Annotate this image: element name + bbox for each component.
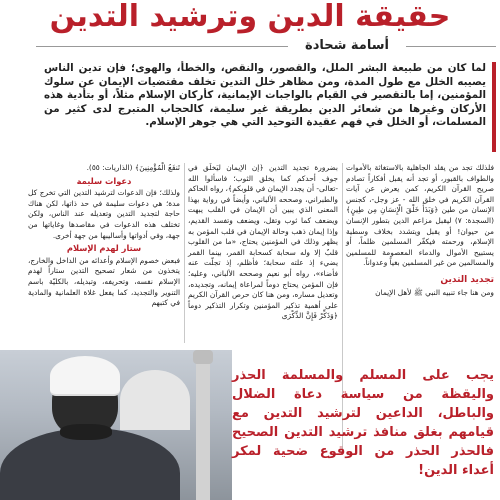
- body-text: تَنفَعُ الْمُؤْمِنِينَ﴾ (الذاريات: ٥٥).: [86, 163, 180, 172]
- minaret: [196, 350, 210, 500]
- body-text: ولذلك؛ فإن الدعوات لترشيد التدين التي تخرج كل مدة؛ هي دعوات سليمة في حد ذاتها، لكن هناك حاجة لتجديد التدين وتعديله عند الناس، ولكن تختلف هذه الدعوات في مقاصدها وغاياتها من جهة، وفي أدواتها وأساليبها من جهة أخرى.: [28, 188, 180, 240]
- body-text: بضرورة تجديد التدين ﴿إن الإيمان ليَخلَق في جوف أحدكم كما يخلق الثوب؛ فاسألوا الله -تعالى- أن يجدد الإيمان في قلوبكم﴾، رواه الحاكم والطبراني، وصححه الألباني، وأيضاً في رواية بهذا المعنى الذي يبين أن الإيمان في القلب يبهت ويضعف كما ثوب وتقل، ويضعف وتفسد القديم، وإذا إيمان ذهب وحالة الإيمان في قلب المؤمن به يظهر وذلك في المؤمنين يحتاج، «ما من القلوب قلبٌ إلا وله سحابة كسحابة القمر، بينما القمر يضيء إذ علته سحابة؛ فأظلم، إذ تجلّت عنه فأضاء»، رواه أبو نعيم وصححه الألباني، وعليه؛ فإن المؤمن يحتاج دوماً لمراعاة إيمانه، وتجديده، وتعديل مساره، ومن هنا كان حرص القرآن الكريم على أهمية تذكير المؤمنين وتكرار التذكير دوماً ﴿وَذَكِّرْ فَإِنَّ الذِّكْرَى: [188, 163, 338, 321]
- mosque-dome: [120, 370, 190, 430]
- prayer-cap: [50, 356, 120, 396]
- column-left: [28, 163, 180, 343]
- body-text: ومن هنا جاء تنبيه النبي ﷺ لأهل الإيمان: [375, 287, 494, 297]
- author-divider-right: [406, 46, 496, 47]
- pull-quote: يجب على المسلم والمسلمة الحذر واليقظة من سياسة دعاة الضلال والباطل، الداعين لترشيد التدين مع قيامهم بغلق منافذ ترشيد التدين الصحيح فالحذر الحذر من الوقوع ضحية لمكر أعداء الدين!: [232, 368, 494, 478]
- body-text: فلذلك تجد من يقلد الجاهلية بالاستغاثة بالأموات والطواف بالقبور، أو تجد أنه يقبل أفكاراً تصادم صريح القرآن الكريم، كمن يعرض عن آيات القرآن الكريم في خلق الله - عز وجل-، كجنس الإنسان من طين ﴿وَبَدَأَ خَلْقَ الْإِنسَانِ مِن طِينٍ﴾ (السجدة: ٧) ليقبل مزاعم الدين بتطور الإنسان من حيوان! أو يقبل ويتشدد بخلاف وسطية الإسلام، ورحمته فيكفّر المسلمين ظلماً، أو يستبيح الأموال والدماء المعصومة للمسلمين والمسالمين من غير المسلمين بغياً وعدواناً.: [346, 163, 494, 268]
- collar: [60, 424, 112, 440]
- section-heading: دعوات سليمة: [76, 175, 132, 186]
- author-divider-left: [36, 46, 288, 47]
- column-divider: [184, 163, 185, 343]
- article-title: حقيقة الدين وترشيد التدين: [49, 0, 451, 34]
- body-text: فبعض خصوم الإسلام وأعدائه من الداخل والخارج، يتخذون من شعار تصحيح التدين ستاراً لهدم الإسلام نفسه، وتحريفه، وتبديله، بالكليّة باسم التنوير والتجديد، كما يفعل غلاة العلمانية والمادية في كتبهم: [28, 255, 180, 308]
- section-heading: تجديد التدين: [440, 274, 494, 285]
- intro-paragraph: لما كان من طبيعة البشر الملل، والقصور، والنقص، والخطأ، والهوى؛ فإن تدين الناس يصيبه الخلل مع طول المدة، ومن مظاهر خلل التدين تخلف مقتضيات الإيمان عن سلوك المؤمنين، إما بالتقصير في القيام بالواجبات الإيمانية، كأركان الإسلام مثلاً، أو بتأدية هذه الأركان وغيرها من شعائر الدين بطريقة غير سليمة، كالحجاب المتبرج لدى كثير من المسلمات، أو الخلل في فهم عقيدة التوحيد التي هي جوهر الإسلام.: [44, 62, 496, 152]
- minaret-top: [193, 350, 213, 364]
- section-heading: ستار لهدم الإسلام: [66, 243, 142, 254]
- man-with-cap-photo: [0, 350, 232, 500]
- author-name: أسامة شحادة: [305, 38, 389, 53]
